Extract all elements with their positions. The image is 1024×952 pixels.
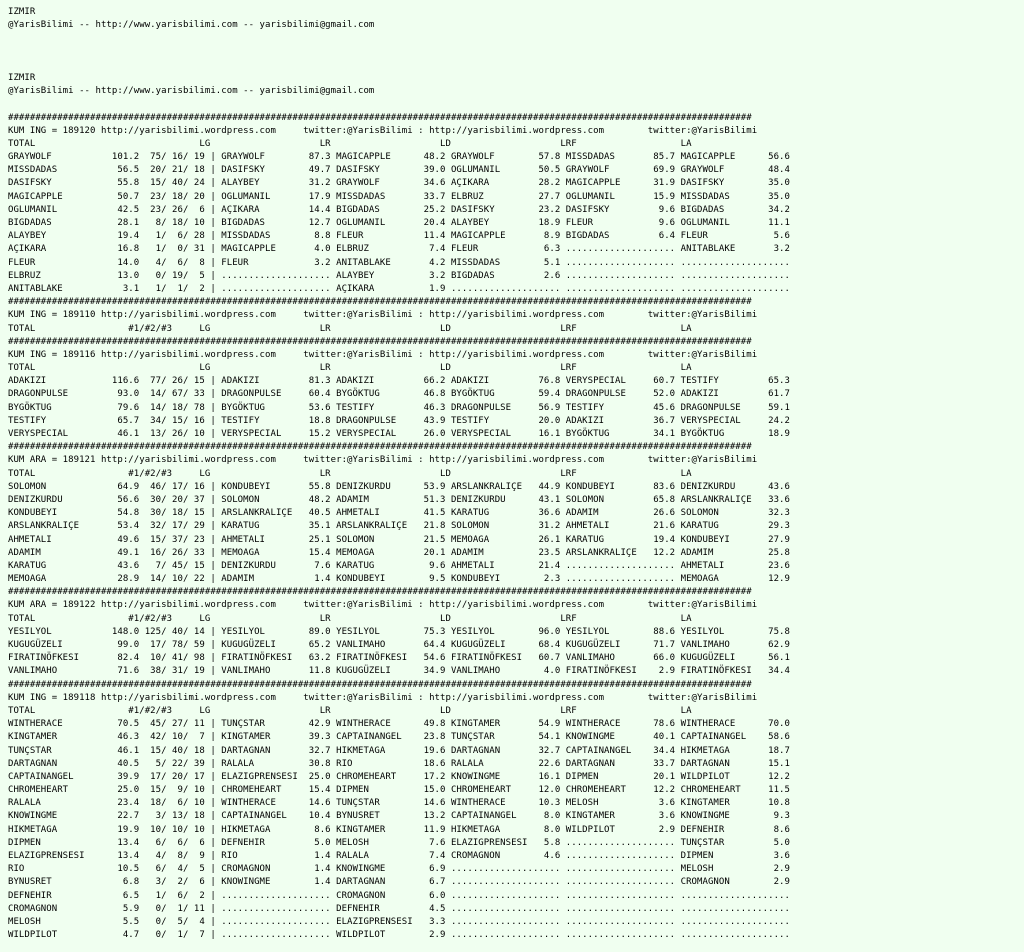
report-line: FIRATINÖFKESI 82.4 10/ 41/ 98 | FIRATINÖFKESI 63.2 FIRATINÖFKESI 54.6 FIRATINÖFKESI 60.7 VANLIMAHO 66.0 KUGUGÜZELI 56.1 bbox=[8, 653, 790, 664]
report-line: TOTAL #1/#2/#3 LG LR LD LRF LA bbox=[8, 468, 692, 479]
report-line: CROMAGNON 5.9 0/ 1/ 11 | .................... DEFNEHIR 4.5 .................... .................... .................... bbox=[8, 903, 790, 914]
report-line: DEFNEHIR 6.5 1/ 6/ 2 | .................... CROMAGNON 6.0 .................... .................... .................... bbox=[8, 890, 790, 901]
report-line: TOTAL LG LR LD LRF LA bbox=[8, 363, 692, 374]
report-line: ELAZIGPRENSESI 13.4 4/ 8/ 9 | RIO 1.4 RALALA 7.4 CROMAGNON 4.6 .................... DIPMEN 3.6 bbox=[8, 851, 790, 861]
report-line: TOTAL #1/#2/#3 LG LR LD LRF LA bbox=[8, 705, 692, 716]
report-line: TESTIFY 65.7 34/ 15/ 16 | TESTIFY 18.8 DRAGONPULSE 43.9 TESTIFY 20.0 ADAKIZI 36.7 VERYSPECIAL 24.2 bbox=[8, 415, 790, 426]
report-line: VANLIMAHO 71.6 38/ 31/ 19 | VANLIMAHO 11.8 KUGUGÜZELI 34.9 VANLIMAHO 4.0 FIRATINÖFKESI 2.9 FIRATINÖFKESI 34.4 bbox=[8, 666, 790, 677]
report-line: MAGICAPPLE 50.7 23/ 18/ 20 | OGLUMANIL 17.9 MISSDADAS 33.7 ELBRUZ 27.7 OGLUMANIL 15.9 MISSDADAS 35.0 bbox=[8, 191, 790, 202]
report-line: SOLOMON 64.9 46/ 17/ 16 | KONDUBEYI 55.8 DENIZKURDU 53.9 ARSLANKRALIÇE 44.9 KONDUBEYI 83.6 DENIZKURDU 43.6 bbox=[8, 481, 790, 492]
report-line: MEMOAGA 28.9 14/ 10/ 22 | ADAMIM 1.4 KONDUBEYI 9.5 KONDUBEYI 2.3 .................... MEMOAGA 12.9 bbox=[8, 574, 790, 585]
report-line: AÇIKARA 16.8 1/ 0/ 31 | MAGICAPPLE 4.0 ELBRUZ 7.4 FLEUR 6.3 .................... ANITABLAKE 3.2 bbox=[8, 244, 790, 255]
report-line: RALALA 23.4 18/ 6/ 10 | WINTHERACE 14.6 TUNÇSTAR 14.6 WINTHERACE 10.3 MELOSH 3.6 KINGTAMER 10.8 bbox=[8, 798, 790, 809]
report-line: DIPMEN 13.4 6/ 6/ 6 | DEFNEHIR 5.0 MELOSH 7.6 ELAZIGPRENSESI 5.8 .................... TUNÇSTAR 5.0 bbox=[8, 837, 790, 848]
report-line: ######################################################################################################################################## bbox=[8, 112, 752, 123]
report-line: KARATUG 43.6 7/ 45/ 15 | DENIZKURDU 7.6 KARATUG 9.6 AHMETALI 21.4 .................... AHMETALI 23.6 bbox=[8, 560, 790, 571]
report-line: GRAYWOLF 101.2 75/ 16/ 19 | GRAYWOLF 87.3 MAGICAPPLE 48.2 GRAYWOLF 57.8 MISSDADAS 85.7 MAGICAPPLE 56.6 bbox=[8, 152, 790, 163]
report-line: MELOSH 5.5 0/ 5/ 4 | .................... ELAZIGPRENSESI 3.3 .................... .................... .................... bbox=[8, 916, 790, 927]
report-line: IZMIR bbox=[8, 72, 36, 83]
report-line bbox=[8, 59, 1024, 72]
report-line: MISSDADAS 56.5 20/ 21/ 18 | DASIFSKY 49.7 DASIFSKY 39.0 OGLUMANIL 50.5 GRAYWOLF 69.9 GRAYWOLF 48.4 bbox=[8, 165, 790, 176]
report-line: YESILYOL 148.0 125/ 40/ 14 | YESILYOL 89.0 YESILYOL 75.3 YESILYOL 96.0 YESILYOL 88.6 YESILYOL 75.8 bbox=[8, 626, 790, 637]
report-line: FLEUR 14.0 4/ 6/ 8 | FLEUR 3.2 ANITABLAKE 4.2 MISSDADAS 5.1 .................... .................... bbox=[8, 257, 790, 268]
report-line: @YarisBilimi -- http://www.yarisbilimi.com -- yarisbilimi@gmail.com bbox=[8, 20, 375, 31]
report-line bbox=[8, 98, 1024, 111]
report-line: ADAMIM 49.1 16/ 26/ 33 | MEMOAGA 15.4 MEMOAGA 20.1 ADAMIM 23.5 ARSLANKRALIÇE 12.2 ADAMIM 25.8 bbox=[8, 547, 790, 558]
report-line: TOTAL #1/#2/#3 LG LR LD LRF LA bbox=[8, 323, 692, 334]
report-line: KUM ARA = 189121 http://yarisbilimi.wordpress.com twitter:@YarisBilimi : http://yarisbilimi.wordpress.com twitter:@YarisBilimi bbox=[8, 455, 758, 466]
report-line: RIO 10.5 6/ 4/ 5 | CROMAGNON 1.4 KNOWINGME 6.9 .................... .................... MELOSH 2.9 bbox=[8, 864, 790, 875]
report-line: TUNÇSTAR 46.1 15/ 40/ 18 | DARTAGNAN 32.7 HIKMETAGA 19.6 DARTAGNAN 32.7 CAPTAINANGEL 34.4 HIKMETAGA 18.7 bbox=[8, 745, 790, 756]
report-line: KUM ARA = 189122 http://yarisbilimi.wordpress.com twitter:@YarisBilimi : http://yarisbilimi.wordpress.com twitter:@YarisBilimi bbox=[8, 600, 758, 611]
report-line: DRAGONPULSE 93.0 14/ 67/ 33 | DRAGONPULSE 60.4 BYGÖKTUG 46.8 BYGÖKTUG 59.4 DRAGONPULSE 52.0 ADAKIZI 61.7 bbox=[8, 389, 790, 400]
report-line: KUGUGÜZELI 99.0 17/ 78/ 59 | KUGUGÜZELI 65.2 VANLIMAHO 64.4 KUGUGÜZELI 68.4 KUGUGÜZELI 71.7 VANLIMAHO 62.9 bbox=[8, 640, 790, 650]
report-line: KONDUBEYI 54.8 30/ 18/ 15 | ARSLANKRALIÇE 40.5 AHMETALI 41.5 KARATUG 36.6 ADAMIM 26.6 SOLOMON 32.3 bbox=[8, 508, 790, 519]
report-line: ######################################################################################################################################## bbox=[8, 587, 752, 598]
report-line: KUM ING = 189110 http://yarisbilimi.wordpress.com twitter:@YarisBilimi : http://yarisbilimi.wordpress.com twitter:@YarisBilimi bbox=[8, 310, 758, 321]
report-line: DASIFSKY 55.8 15/ 40/ 24 | ALAYBEY 31.2 GRAYWOLF 34.6 AÇIKARA 28.2 MAGICAPPLE 31.9 DASIFSKY 35.0 bbox=[8, 178, 790, 189]
report-line: DARTAGNAN 40.5 5/ 22/ 39 | RALALA 30.8 RIO 18.6 RALALA 22.6 DARTAGNAN 33.7 DARTAGNAN 15.1 bbox=[8, 758, 790, 769]
report-line: KUM ING = 189118 http://yarisbilimi.wordpress.com twitter:@YarisBilimi : http://yarisbilimi.wordpress.com twitter:@YarisBilimi bbox=[8, 692, 758, 703]
report-line: ARSLANKRALIÇE 53.4 32/ 17/ 29 | KARATUG 35.1 ARSLANKRALIÇE 21.8 SOLOMON 31.2 AHMETALI 21.6 KARATUG 29.3 bbox=[8, 521, 790, 532]
report-line: BYGÖKTUG 79.6 14/ 18/ 78 | BYGÖKTUG 53.6 TESTIFY 46.3 DRAGONPULSE 56.9 TESTIFY 45.6 DRAGONPULSE 59.1 bbox=[8, 402, 790, 413]
report-line bbox=[8, 32, 1024, 45]
report-line bbox=[8, 46, 1024, 59]
report-line: ANITABLAKE 3.1 1/ 1/ 2 | .................... AÇIKARA 1.9 .................... .................... .................... bbox=[8, 283, 790, 294]
report-line: CAPTAINANGEL 39.9 17/ 20/ 17 | ELAZIGPRENSESI 25.0 CHROMEHEART 17.2 KNOWINGME 16.1 DIPMEN 20.1 WILDPILOT 12.2 bbox=[8, 771, 790, 782]
report-line: @YarisBilimi -- http://www.yarisbilimi.com -- yarisbilimi@gmail.com bbox=[8, 86, 375, 97]
report-line: HIKMETAGA 19.9 10/ 10/ 10 | HIKMETAGA 8.6 KINGTAMER 11.9 HIKMETAGA 8.0 WILDPILOT 2.9 DEFNEHIR 8.6 bbox=[8, 824, 790, 835]
report-line: ######################################################################################################################################## bbox=[8, 442, 752, 453]
report-line: KUM ING = 189120 http://yarisbilimi.wordpress.com twitter:@YarisBilimi : http://yarisbilimi.wordpress.com twitter:@YarisBilimi bbox=[8, 125, 758, 136]
report-line: WINTHERACE 70.5 45/ 27/ 11 | TUNÇSTAR 42.9 WINTHERACE 49.8 KINGTAMER 54.9 WINTHERACE 78.6 WINTHERACE 70.0 bbox=[8, 719, 790, 730]
report-line: TOTAL #1/#2/#3 LG LR LD LRF LA bbox=[8, 613, 692, 624]
report-line: BIGDADAS 28.1 8/ 18/ 10 | BIGDADAS 12.7 OGLUMANIL 20.4 ALAYBEY 18.9 FLEUR 9.6 OGLUMANIL 11.1 bbox=[8, 218, 790, 228]
report-line: KNOWINGME 22.7 3/ 13/ 18 | CAPTAINANGEL 10.4 BYNUSRET 13.2 CAPTAINANGEL 8.0 KINGTAMER 3.6 KNOWINGME 9.3 bbox=[8, 811, 790, 822]
report-line: ALAYBEY 19.4 1/ 6/ 28 | MISSDADAS 8.8 FLEUR 11.4 MAGICAPPLE 8.9 BIGDADAS 6.4 FLEUR 5.6 bbox=[8, 231, 790, 242]
report-line: ######################################################################################################################################## bbox=[8, 679, 752, 690]
report-line: AHMETALI 49.6 15/ 37/ 23 | AHMETALI 25.1 SOLOMON 21.5 MEMOAGA 26.1 KARATUG 19.4 KONDUBEYI 27.9 bbox=[8, 534, 790, 545]
report-line: KUM ING = 189116 http://yarisbilimi.wordpress.com twitter:@YarisBilimi : http://yarisbilimi.wordpress.com twitter:@YarisBilimi bbox=[8, 349, 758, 360]
report-line: BYNUSRET 6.8 3/ 2/ 6 | KNOWINGME 1.4 DARTAGNAN 6.7 .................... .................... CROMAGNON 2.9 bbox=[8, 877, 790, 888]
report-line: ELBRUZ 13.0 0/ 19/ 5 | .................... ALAYBEY 3.2 BIGDADAS 2.6 .................... .................... bbox=[8, 270, 790, 281]
report-line: KINGTAMER 46.3 42/ 10/ 7 | KINGTAMER 39.3 CAPTAINANGEL 23.8 TUNÇSTAR 54.1 KNOWINGME 40.1 CAPTAINANGEL 58.6 bbox=[8, 732, 790, 743]
report-line: ADAKIZI 116.6 77/ 26/ 15 | ADAKIZI 81.3 ADAKIZI 66.2 ADAKIZI 76.8 VERYSPECIAL 60.7 TESTIFY 65.3 bbox=[8, 376, 790, 387]
report-line: ######################################################################################################################################## bbox=[8, 336, 752, 347]
report-line: TOTAL LG LR LD LRF LA bbox=[8, 138, 692, 149]
report-line: IZMIR bbox=[8, 7, 36, 17]
report-line: WILDPILOT 4.7 0/ 1/ 7 | .................... WILDPILOT 2.9 .................... .................... .................... bbox=[8, 930, 790, 941]
report-line: DENIZKURDU 56.6 30/ 20/ 37 | SOLOMON 48.2 ADAMIM 51.3 DENIZKURDU 43.1 SOLOMON 65.8 ARSLANKRALIÇE 33.6 bbox=[8, 494, 790, 505]
report-line: CHROMEHEART 25.0 15/ 9/ 10 | CHROMEHEART 15.4 DIPMEN 15.0 CHROMEHEART 12.0 CHROMEHEART 12.2 CHROMEHEART 11.5 bbox=[8, 785, 790, 796]
report-line: ######################################################################################################################################## bbox=[8, 297, 752, 308]
report-line: OGLUMANIL 42.5 23/ 26/ 6 | AÇIKARA 14.4 BIGDADAS 25.2 DASIFSKY 23.2 DASIFSKY 9.6 BIGDADAS 34.2 bbox=[8, 204, 790, 215]
report-line: VERYSPECIAL 46.1 13/ 26/ 10 | VERYSPECIAL 15.2 VERYSPECIAL 26.0 VERYSPECIAL 16.1 BYGÖKTUG 34.1 BYGÖKTUG 18.9 bbox=[8, 429, 790, 439]
